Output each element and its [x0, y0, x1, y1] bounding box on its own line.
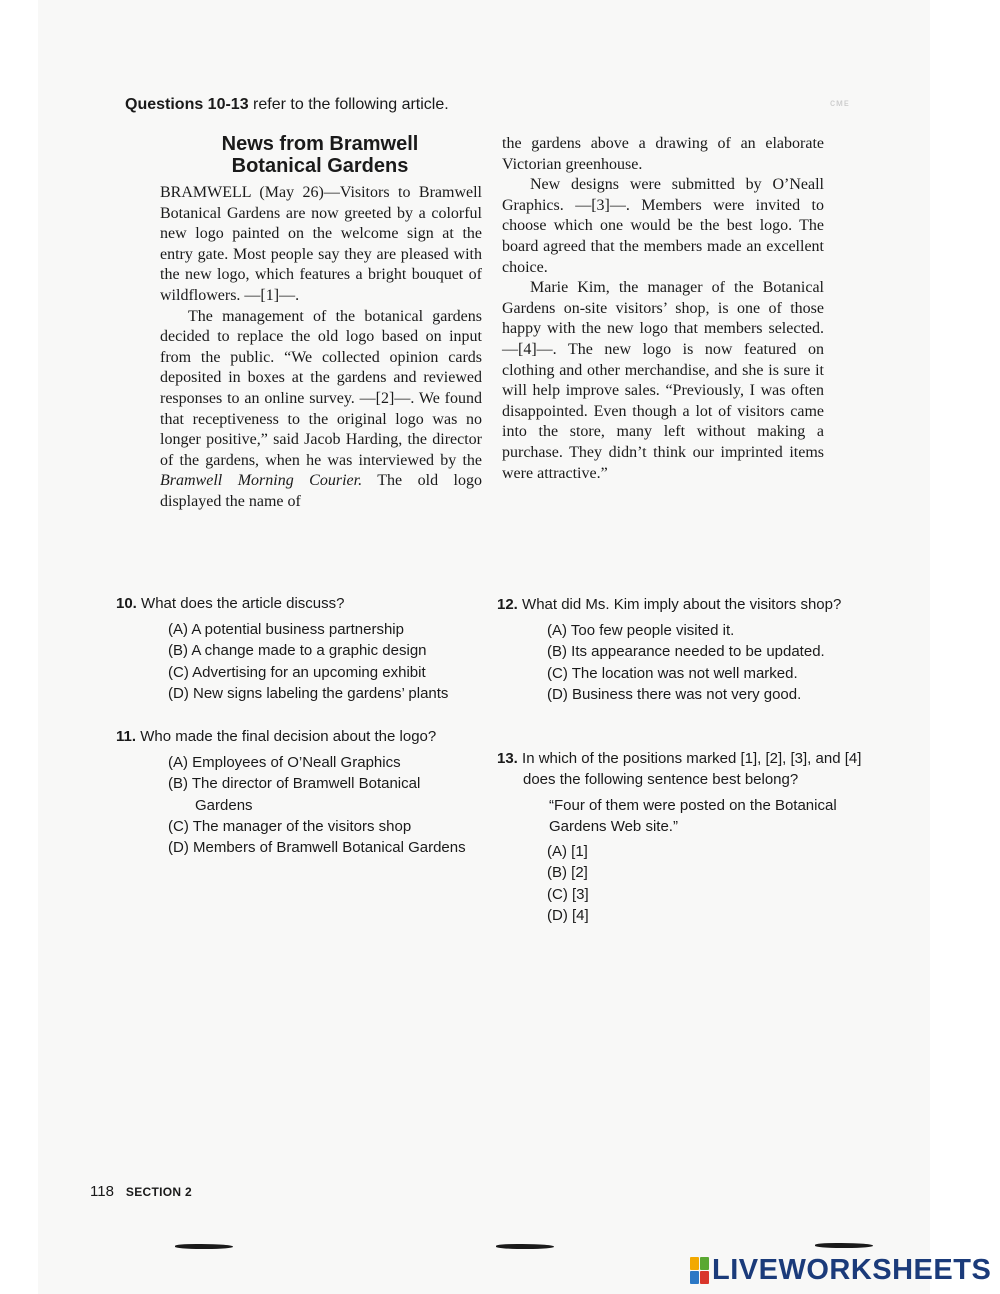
- corner-mark: ᴄᴍᴇ: [830, 98, 850, 109]
- answer-option[interactable]: (C) The manager of the visitors shop: [168, 817, 412, 835]
- answer-option[interactable]: (B) A change made to a graphic design: [168, 642, 427, 660]
- page-number: 118: [90, 1183, 114, 1200]
- newspaper-name: Bramwell Morning Courier.: [160, 472, 363, 490]
- scan-mark: [496, 1244, 554, 1249]
- question-stem: What does the article discuss?: [141, 595, 345, 612]
- answer-option[interactable]: (C) Advertising for an upcoming exhibit: [168, 663, 426, 681]
- logo-text: LIVEWORKSHEETS: [712, 1254, 992, 1286]
- question-stem: In which of the positions marked [1], [2], [3], and [4] does the following sentence best belong?: [522, 750, 862, 788]
- answer-option[interactable]: (A) A potential business partnership: [168, 621, 404, 638]
- question-stem: What did Ms. Kim imply about the visitors shop?: [522, 596, 842, 613]
- question-11: [116, 726, 502, 858]
- quoted-sentence: “Four of them were posted on the Botanical Gardens Web site.”: [549, 797, 837, 835]
- article-paragraph-r3: Marie Kim, the manager of the Botanical Gardens on-site visitors’ shop, is one of those happy with the new logo that members selected. —[4]—. The new logo is now featured on clothing and other merchandise, and she is sure it will help improve sales. “Previously, I was often disappointed. Even though a lot of visitors came into the store, many left without making a purchase. They didn’t think our imprinted items were attractive.”: [502, 279, 824, 482]
- answer-option[interactable]: (D) Members of Bramwell Botanical Gardens: [168, 839, 466, 857]
- section-label: SECTION 2: [125, 1185, 192, 1199]
- answer-option[interactable]: (B) Its appearance needed to be updated.: [547, 643, 825, 661]
- article-right-column: [502, 134, 824, 484]
- article-paragraph-2-a: The management of the botanical gardens decided to replace the old logo based on input from the public. “We collected opinion cards deposited in boxes at the gardens and reviewed responses to an online survey. —[2]—. We found that receptiveness to the original logo was no longer positive,” said Jacob Harding, the director of the gardens, when he was interviewed by the: [160, 307, 482, 469]
- questions-range: Questions 10-13: [125, 96, 249, 113]
- article-paragraph-2: [160, 307, 482, 513]
- answer-option[interactable]: (A) Too few people visited it.: [547, 622, 735, 639]
- article-left-column: [160, 183, 482, 513]
- page-footer: [90, 1183, 192, 1200]
- article-paragraph-r1: the gardens above a drawing of an elaborate Victorian greenhouse.: [502, 135, 824, 173]
- question-12: [497, 594, 863, 705]
- questions-header: [125, 96, 449, 114]
- article-paragraph-r2: New designs were submitted by O’Neall Graphics. —[3]—. Members were invited to choose which one would be the best logo. The board agreed that the members made an excellent choice.: [502, 176, 824, 276]
- scan-mark: [175, 1244, 233, 1249]
- answer-option[interactable]: (B) The director of Bramwell Botanical Gardens: [168, 775, 421, 814]
- questions-header-text: refer to the following article.: [248, 96, 449, 113]
- question-number: 10.: [116, 595, 137, 612]
- scan-mark: [815, 1243, 873, 1248]
- answer-option[interactable]: (D) New signs labeling the gardens’ plants: [168, 684, 449, 702]
- answer-option[interactable]: (C) [3]: [547, 885, 589, 903]
- answer-option[interactable]: (A) [1]: [547, 843, 588, 860]
- question-stem: Who made the final decision about the logo?: [140, 728, 437, 745]
- article-paragraph-1: BRAMWELL (May 26)—Visitors to Bramwell Botanical Gardens are now greeted by a colorful new logo painted on the welcome sign at the entry gate. Most people say they are pleased with the new logo, which features a bright bouquet of wildflowers. —[1]—.: [160, 184, 482, 304]
- answer-option[interactable]: (A) Employees of O’Neall Graphics: [168, 754, 401, 771]
- question-number: 13.: [497, 750, 518, 767]
- question-10: [116, 593, 502, 704]
- answer-option[interactable]: (B) [2]: [547, 864, 588, 882]
- logo-grid-icon: [690, 1257, 709, 1284]
- question-13: [497, 748, 868, 926]
- question-number: 11.: [116, 728, 137, 745]
- article-title: [200, 133, 440, 177]
- answer-option[interactable]: (C) The location was not well marked.: [547, 664, 798, 682]
- liveworksheets-logo[interactable]: [690, 1254, 991, 1287]
- article-paragraph-2-b: The old logo displayed the name of: [160, 472, 482, 510]
- question-number: 12.: [497, 596, 518, 613]
- article-title-line-2: Botanical Gardens: [231, 155, 409, 177]
- answer-option[interactable]: (D) Business there was not very good.: [547, 685, 802, 703]
- article-title-line-1: News from Bramwell: [221, 133, 419, 155]
- answer-option[interactable]: (D) [4]: [547, 906, 589, 924]
